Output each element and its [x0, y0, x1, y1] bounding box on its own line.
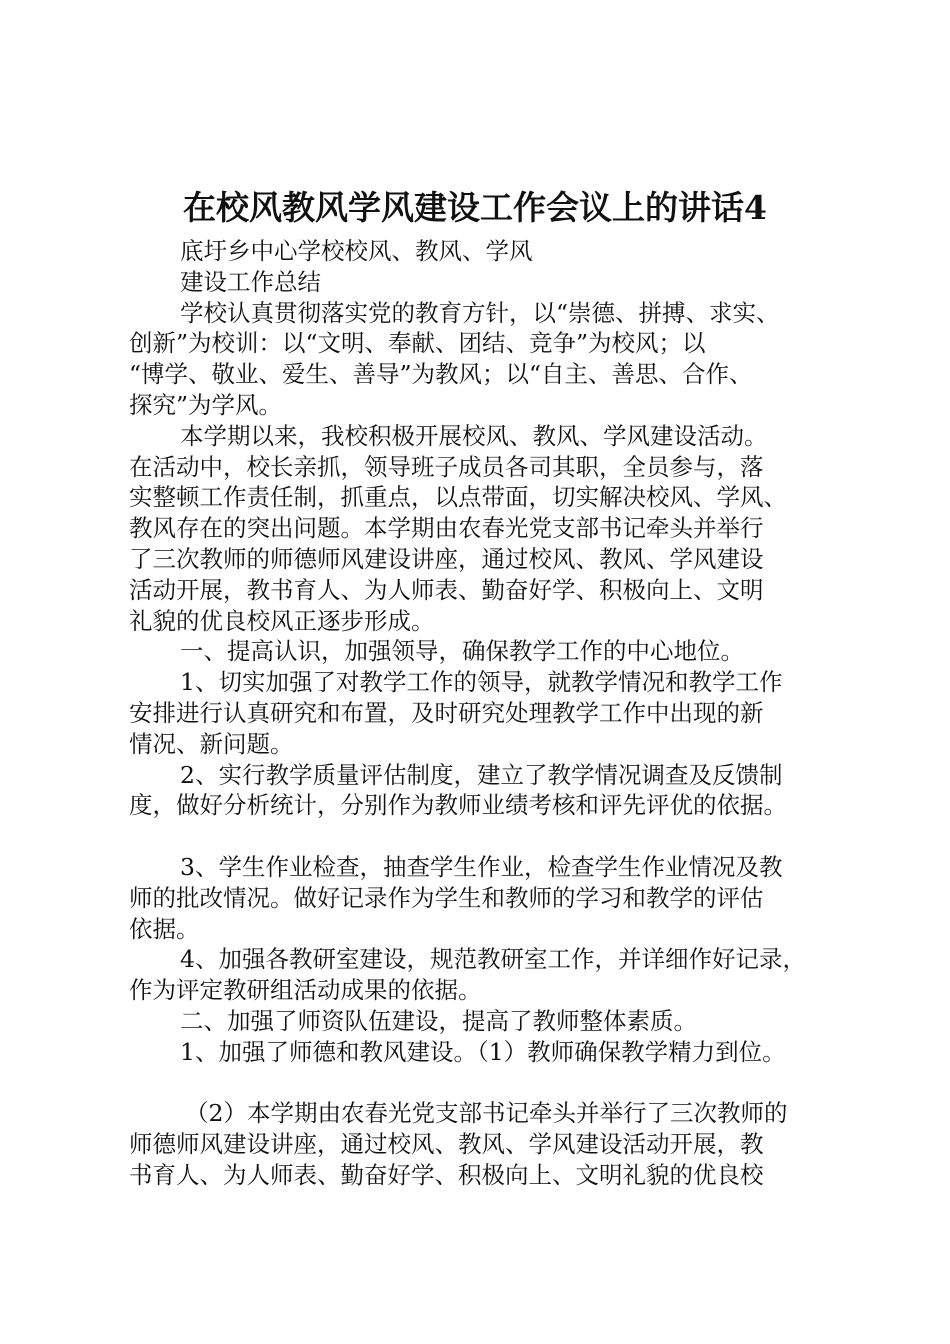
- text-line: 3、学生作业检查，抽查学生作业，检查学生作业情况及教: [180, 852, 783, 881]
- text-line: 度，做好分析统计，分别作为教师业绩考核和评先评优的依据。: [129, 791, 787, 820]
- blank-line: [129, 1068, 841, 1099]
- text-line-subtitle-2: 建设工作总结: [180, 267, 321, 296]
- text-line: 礼貌的优良校风正逐步形成。: [129, 606, 435, 635]
- text-line: 本学期以来，我校积极开展校风、教风、学风建设活动。: [180, 421, 768, 450]
- text-line: 2、实行教学质量评估制度，建立了教学情况调查及反馈制: [180, 760, 783, 789]
- text-line: 4、加强各教研室建设，规范教研室工作，并详细作好记录，: [180, 945, 806, 974]
- text-line: 1、切实加强了对教学工作的领导，就教学情况和教学工作: [180, 668, 783, 697]
- text-line: 情况、新问题。: [129, 729, 294, 758]
- text-line: 师德师风建设讲座，通过校风、教风、学风建设活动开展，教: [129, 1130, 764, 1159]
- document-body: [129, 236, 841, 1191]
- blank-line: [129, 821, 841, 852]
- text-line: “博学、敬业、爱生、善导”为教风；以“自主、善思、合作、: [129, 360, 753, 389]
- text-line: 1、加强了师德和教风建设。（1）教师确保教学精力到位。: [180, 1037, 786, 1066]
- text-line: 创新”为校训：以“文明、奉献、团结、竞争”为校风；以: [129, 329, 706, 358]
- section-heading: 一、提高认识，加强领导，确保教学工作的中心地位。: [180, 637, 744, 666]
- text-line: 师的批改情况。做好记录作为学生和教师的学习和教学的评估: [129, 883, 764, 912]
- text-line: 活动开展，教书育人、为人师表、勤奋好学、积极向上、文明: [129, 575, 764, 604]
- section-heading: 二、加强了师资队伍建设，提高了教师整体素质。: [180, 1006, 697, 1035]
- document-title: 在校风教风学风建设工作会议上的讲话4: [183, 188, 767, 227]
- text-line: 了三次教师的师德师风建设讲座，通过校风、教风、学风建设: [129, 544, 764, 573]
- text-line: 探究”为学风。: [129, 390, 283, 419]
- text-line: 书育人、为人师表、勤奋好学、积极向上、文明礼貌的优良校: [129, 1160, 764, 1189]
- text-line: 实整顿工作责任制，抓重点，以点带面，切实解决校风、学风、: [129, 483, 787, 512]
- text-line-subtitle-1: 底圩乡中心学校校风、教风、学风: [180, 237, 533, 265]
- text-line: 教风存在的突出问题。本学期由农春光党支部书记牵头并举行: [129, 514, 764, 543]
- text-line: 依据。: [129, 914, 200, 943]
- text-line: 安排进行认真研究和布置，及时研究处理教学工作中出现的新: [129, 698, 764, 727]
- text-line: 在活动中，校长亲抓，领导班子成员各司其职，全员参与，落: [129, 452, 764, 481]
- text-line: （2）本学期由农春光党支部书记牵头并举行了三次教师的: [185, 1099, 788, 1128]
- text-line: 学校认真贯彻落实党的教育方针，以“崇德、拼搏、求实、: [180, 298, 780, 327]
- text-line: 作为评定教研组活动成果的依据。: [129, 976, 482, 1005]
